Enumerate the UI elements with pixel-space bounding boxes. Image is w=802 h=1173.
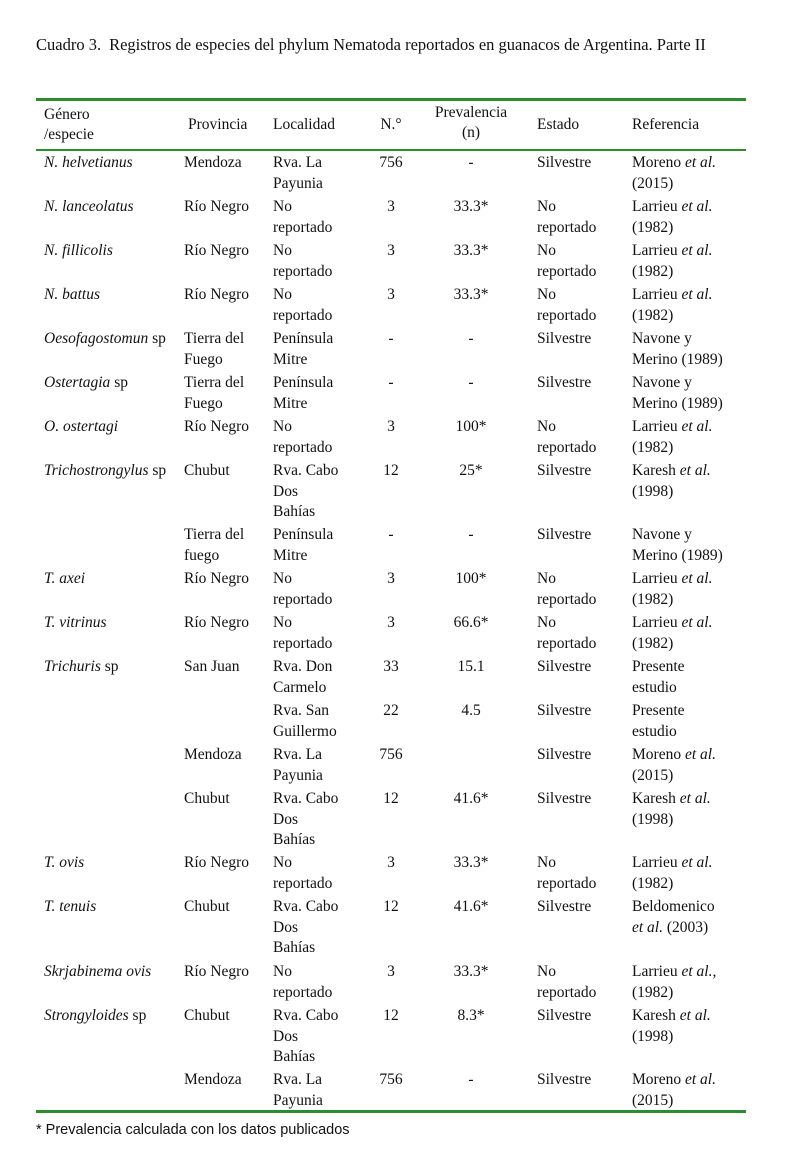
cell-referencia: Larrieu et al. (1982) <box>632 418 713 456</box>
cell-estado: Silvestre <box>537 790 592 807</box>
cell-localidad: No reportado <box>273 614 333 652</box>
cell-n: 22 <box>383 702 399 719</box>
table-row <box>36 745 746 789</box>
table-row <box>36 525 746 569</box>
cell-estado: No reportado <box>537 570 597 608</box>
cell-referencia: Karesh et al. (1998) <box>632 1007 711 1045</box>
table-row <box>36 962 746 1006</box>
cell-n: - <box>388 526 394 543</box>
cell-provincia: Río Negro <box>184 570 250 587</box>
cell-referencia: Larrieu et al. (1982) <box>632 570 713 608</box>
cell-prevalencia: - <box>468 154 474 171</box>
cell-provincia: Chubut <box>184 462 230 479</box>
cell-genero: N. helvetianus <box>44 154 133 171</box>
cell-prevalencia: 33.3* <box>453 198 489 215</box>
cell-prevalencia: 4.5 <box>461 702 481 719</box>
cell-genero: N. lanceolatus <box>44 198 134 215</box>
cell-provincia: Río Negro <box>184 963 250 980</box>
table-row <box>36 417 746 461</box>
cell-provincia: Tierra del Fuego <box>184 330 245 368</box>
cell-n: 756 <box>379 1071 403 1088</box>
cell-genero: Strongyloides sp <box>44 1007 147 1024</box>
cell-provincia: Río Negro <box>184 854 250 871</box>
table-row <box>36 897 746 962</box>
cell-provincia: Río Negro <box>184 418 250 435</box>
cell-n: 12 <box>383 1007 399 1024</box>
cell-prevalencia: - <box>468 526 474 543</box>
cell-prevalencia: 33.3* <box>453 242 489 259</box>
cell-estado: Silvestre <box>537 1071 592 1088</box>
table-row <box>36 613 746 657</box>
cell-n: 3 <box>387 242 395 259</box>
table-row <box>36 1006 746 1070</box>
table-caption <box>36 34 746 55</box>
cell-n: 3 <box>387 963 395 980</box>
cell-localidad: Rva. La Payunia <box>273 746 323 784</box>
table-row <box>36 241 746 285</box>
cell-provincia: Chubut <box>184 790 230 807</box>
cell-genero: N. fillicolis <box>44 242 113 259</box>
table-header <box>36 103 746 147</box>
cell-genero: O. ostertagi <box>44 418 119 435</box>
cell-estado: Silvestre <box>537 1007 592 1024</box>
cell-estado: Silvestre <box>537 374 592 391</box>
caption-label: Cuadro 3. <box>36 35 102 54</box>
table-row <box>36 153 746 197</box>
cell-localidad: Rva. Don Carmelo <box>273 658 333 696</box>
cell-estado: Silvestre <box>537 746 592 763</box>
cell-estado: Silvestre <box>537 658 592 675</box>
table-row <box>36 1070 746 1114</box>
cell-localidad: No reportado <box>273 242 333 280</box>
cell-provincia: Mendoza <box>184 1071 242 1088</box>
cell-n: 12 <box>383 790 399 807</box>
table-row <box>36 853 746 897</box>
cell-estado: Silvestre <box>537 526 592 543</box>
cell-n: 12 <box>383 898 399 915</box>
cell-genero: T. vitrinus <box>44 614 107 631</box>
cell-localidad: Rva. La Payunia <box>273 154 323 192</box>
cell-genero: T. axei <box>44 570 86 587</box>
cell-n: 33 <box>383 658 399 675</box>
cell-localidad: No reportado <box>273 418 333 456</box>
cell-n: - <box>388 374 394 391</box>
table-body <box>36 153 746 1114</box>
cell-localidad: Península Mitre <box>273 526 334 564</box>
header-genero: Género /especie <box>44 106 94 143</box>
cell-estado: Silvestre <box>537 462 592 479</box>
cell-prevalencia: 66.6* <box>453 614 489 631</box>
cell-provincia: Río Negro <box>184 286 250 303</box>
table-row <box>36 789 746 853</box>
cell-genero: N. battus <box>44 286 100 303</box>
header-rule <box>36 149 746 151</box>
table-row <box>36 701 746 745</box>
cell-provincia: Chubut <box>184 898 230 915</box>
cell-referencia: Karesh et al. (1998) <box>632 462 711 500</box>
cell-prevalencia: 100* <box>455 418 487 435</box>
cell-referencia: Beldomenico et al. (2003) <box>632 898 715 936</box>
cell-prevalencia: 33.3* <box>453 963 489 980</box>
cell-provincia: Chubut <box>184 1007 230 1024</box>
cell-referencia: Navone y Merino (1989) <box>632 526 723 564</box>
table-row <box>36 657 746 701</box>
cell-referencia: Moreno et al. (2015) <box>632 1071 716 1109</box>
cell-genero: Ostertagia sp <box>44 374 128 391</box>
cell-n: 756 <box>379 746 403 763</box>
cell-referencia: Larrieu et al. (1982) <box>632 286 713 324</box>
cell-n: 12 <box>383 462 399 479</box>
cell-prevalencia: 25* <box>459 462 483 479</box>
table-row <box>36 197 746 241</box>
cell-referencia: Larrieu et al. (1982) <box>632 854 713 892</box>
header-estado: Estado <box>537 116 580 133</box>
cell-provincia: Río Negro <box>184 614 250 631</box>
footnote: * Prevalencia calculada con los datos publicados <box>36 1122 350 1138</box>
cell-prevalencia: 33.3* <box>453 854 489 871</box>
header-referencia: Referencia <box>632 116 700 133</box>
cell-referencia: Larrieu et al., (1982) <box>632 963 717 1001</box>
cell-provincia: Tierra del fuego <box>184 526 245 564</box>
cell-n: 3 <box>387 418 395 435</box>
cell-referencia: Moreno et al. (2015) <box>632 154 716 192</box>
cell-localidad: Rva. Cabo Dos Bahías <box>273 898 339 956</box>
cell-referencia: Larrieu et al. (1982) <box>632 198 713 236</box>
header-prevalencia: Prevalencia (n) <box>434 104 508 141</box>
cell-estado: No reportado <box>537 963 597 1001</box>
cell-referencia: Presente estudio <box>632 658 685 696</box>
cell-referencia: Presente estudio <box>632 702 685 740</box>
cell-referencia: Larrieu et al. (1982) <box>632 614 713 652</box>
cell-n: 3 <box>387 614 395 631</box>
cell-n: 3 <box>387 198 395 215</box>
cell-genero: Skrjabinema ovis <box>44 963 152 980</box>
cell-provincia: Tierra del Fuego <box>184 374 245 412</box>
cell-provincia: Mendoza <box>184 154 242 171</box>
cell-prevalencia: - <box>468 374 474 391</box>
cell-localidad: Rva. La Payunia <box>273 1071 323 1109</box>
cell-genero: Oesofagostomun sp <box>44 330 166 347</box>
cell-n: 756 <box>379 154 403 171</box>
cell-estado: No reportado <box>537 614 597 652</box>
table-row <box>36 461 746 525</box>
cell-prevalencia: - <box>468 330 474 347</box>
cell-provincia: Mendoza <box>184 746 242 763</box>
cell-estado: Silvestre <box>537 898 592 915</box>
cell-estado: Silvestre <box>537 154 592 171</box>
cell-genero: Trichostrongylus sp <box>44 462 167 479</box>
cell-n: - <box>388 330 394 347</box>
cell-localidad: No reportado <box>273 570 333 608</box>
cell-localidad: Rva. San Guillermo <box>273 702 337 740</box>
cell-prevalencia: 33.3* <box>453 286 489 303</box>
header-provincia: Provincia <box>188 116 248 133</box>
cell-referencia: Navone y Merino (1989) <box>632 374 723 412</box>
cell-genero: Trichuris sp <box>44 658 119 675</box>
cell-n: 3 <box>387 854 395 871</box>
cell-referencia: Navone y Merino (1989) <box>632 330 723 368</box>
header-localidad: Localidad <box>273 116 335 133</box>
table-row <box>36 569 746 613</box>
bottom-rule <box>36 1110 746 1113</box>
cell-localidad: No reportado <box>273 286 333 324</box>
cell-prevalencia: 100* <box>455 570 487 587</box>
table-row <box>36 285 746 329</box>
cell-localidad: Rva. Cabo Dos Bahías <box>273 1007 339 1065</box>
cell-genero: T. tenuis <box>44 898 97 915</box>
cell-estado: No reportado <box>537 286 597 324</box>
header-n: N.° <box>380 116 402 133</box>
table-row <box>36 373 746 417</box>
cell-prevalencia: 41.6* <box>453 790 489 807</box>
cell-estado: Silvestre <box>537 330 592 347</box>
cell-prevalencia: 41.6* <box>453 898 489 915</box>
cell-prevalencia: 8.3* <box>457 1007 485 1024</box>
cell-localidad: No reportado <box>273 198 333 236</box>
top-rule <box>36 98 746 101</box>
cell-provincia: Río Negro <box>184 242 250 259</box>
cell-referencia: Moreno et al. (2015) <box>632 746 716 784</box>
cell-estado: No reportado <box>537 854 597 892</box>
cell-n: 3 <box>387 570 395 587</box>
cell-genero: T. ovis <box>44 854 85 871</box>
cell-localidad: Península Mitre <box>273 330 334 368</box>
cell-localidad: No reportado <box>273 854 333 892</box>
cell-estado: No reportado <box>537 418 597 456</box>
cell-estado: No reportado <box>537 242 597 280</box>
cell-provincia: San Juan <box>184 658 240 675</box>
cell-referencia: Larrieu et al. (1982) <box>632 242 713 280</box>
cell-prevalencia: 15.1 <box>457 658 485 675</box>
cell-estado: Silvestre <box>537 702 592 719</box>
cell-localidad: Rva. Cabo Dos Bahías <box>273 790 339 848</box>
cell-localidad: Rva. Cabo Dos Bahías <box>273 462 339 520</box>
caption-text: Registros de especies del phylum Nematoda reportados en guanacos de Argentina. Parte II <box>109 35 706 54</box>
cell-n: 3 <box>387 286 395 303</box>
cell-localidad: No reportado <box>273 963 333 1001</box>
cell-referencia: Karesh et al. (1998) <box>632 790 711 828</box>
table-row <box>36 329 746 373</box>
cell-estado: No reportado <box>537 198 597 236</box>
cell-localidad: Península Mitre <box>273 374 334 412</box>
cell-provincia: Río Negro <box>184 198 250 215</box>
cell-prevalencia: - <box>468 1071 474 1088</box>
